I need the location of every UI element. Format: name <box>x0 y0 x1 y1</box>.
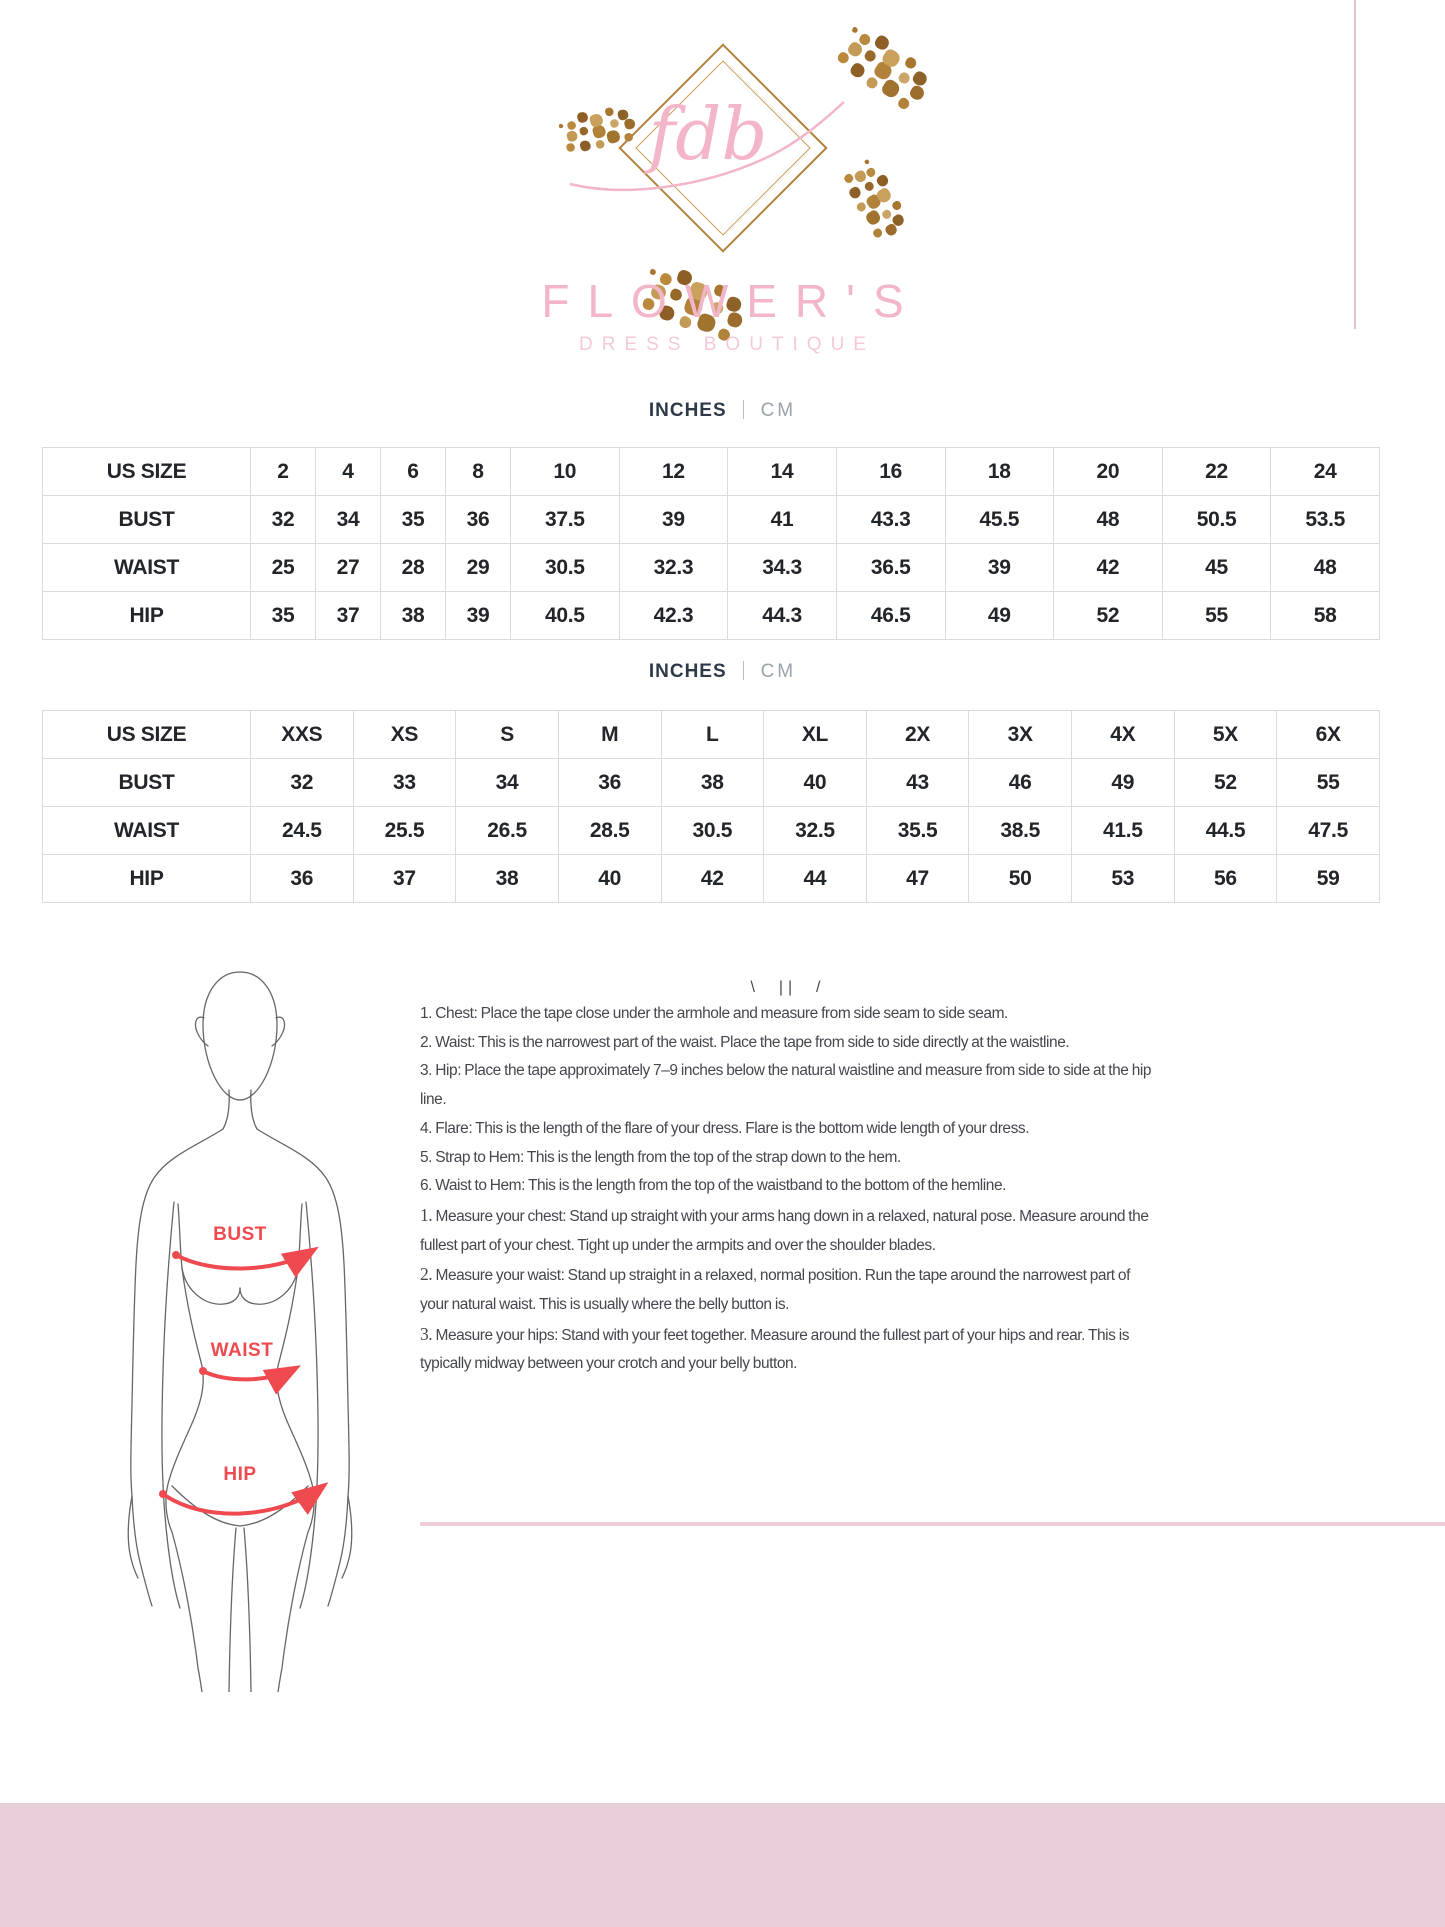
size-table-corner-header: US SIZE <box>43 711 251 759</box>
size-value-cell: 52 <box>1174 759 1277 807</box>
size-value-cell: 34 <box>316 496 381 544</box>
size-table-row <box>43 496 1380 544</box>
size-value-cell: 47 <box>866 855 969 903</box>
instruction-item: 3. Measure your hips: Stand with your feet together. Measure around the fullest part of your hips and rear. This is typically midway between your crotch and your belly button. <box>420 1323 1130 1373</box>
size-value-cell: 41.5 <box>1072 807 1175 855</box>
size-table-row <box>43 855 1380 903</box>
size-value-cell: 29 <box>446 544 511 592</box>
size-value-cell: 32 <box>251 759 354 807</box>
size-value-cell: 50.5 <box>1162 496 1271 544</box>
size-value-cell: 42 <box>1054 544 1163 592</box>
size-value-cell: 50 <box>969 855 1072 903</box>
size-guide-list <box>420 1000 1156 1201</box>
size-value-cell: 33 <box>353 759 456 807</box>
size-value-cell: 34 <box>456 759 559 807</box>
body-measurement-figure <box>118 962 362 1692</box>
size-column-header: XL <box>764 711 867 759</box>
size-value-cell: 44.5 <box>1174 807 1277 855</box>
size-value-cell: 27 <box>316 544 381 592</box>
size-value-cell: 24.5 <box>251 807 354 855</box>
size-value-cell: 55 <box>1277 759 1380 807</box>
size-value-cell: 49 <box>1072 759 1175 807</box>
size-value-cell: 44 <box>764 855 867 903</box>
size-column-header: 6 <box>381 448 446 496</box>
instruction-item: 1. Measure your chest: Stand up straight with your arms hang down in a relaxed, natural pose. Measure around the fullest part of your chest. Tight up under the armpits and over the shoulder blades. <box>420 1204 1149 1254</box>
size-column-header: 8 <box>446 448 511 496</box>
size-value-cell: 38 <box>661 759 764 807</box>
size-value-cell: 32.5 <box>764 807 867 855</box>
size-value-cell: 55 <box>1162 592 1271 640</box>
gold-glitter-decoration <box>851 26 858 33</box>
measurement-row-label: WAIST <box>43 544 251 592</box>
size-value-cell: 36.5 <box>836 544 945 592</box>
measurement-row-label: HIP <box>43 855 251 903</box>
instruction-number: 3. <box>420 1062 433 1080</box>
size-value-cell: 43.3 <box>836 496 945 544</box>
how-to-measure-list <box>420 1201 1156 1379</box>
size-value-cell: 38.5 <box>969 807 1072 855</box>
size-value-cell: 30.5 <box>661 807 764 855</box>
alpha-size-table <box>42 710 1380 903</box>
hip-figure-label: HIP <box>223 1464 257 1485</box>
size-table-header-row <box>43 448 1380 496</box>
size-value-cell: 38 <box>381 592 446 640</box>
size-value-cell: 48 <box>1054 496 1163 544</box>
instruction-number: 5. <box>420 1148 433 1166</box>
waist-figure-label: WAIST <box>210 1340 274 1361</box>
measurement-row-label: BUST <box>43 759 251 807</box>
size-value-cell: 25 <box>251 544 316 592</box>
size-value-cell: 37 <box>316 592 381 640</box>
measurement-instructions <box>420 976 1156 1379</box>
measurement-row-label: BUST <box>43 496 251 544</box>
measurement-row-label: WAIST <box>43 807 251 855</box>
brand-logo <box>603 28 843 268</box>
instruction-number: 3. <box>420 1323 433 1344</box>
size-value-cell: 38 <box>456 855 559 903</box>
size-table-row <box>43 544 1380 592</box>
tape-measure-mark: \ || / <box>750 979 826 996</box>
size-value-cell: 28 <box>381 544 446 592</box>
size-value-cell: 58 <box>1271 592 1380 640</box>
size-value-cell: 36 <box>446 496 511 544</box>
inches-toggle[interactable]: INCHES <box>648 661 727 682</box>
instruction-item: 1. Chest: Place the tape close under the armhole and measure from side seam to side seam. <box>420 1005 1008 1022</box>
instruction-item: 2. Measure your waist: Stand up straight in a relaxed, normal position. Run the tape around the narrowest part of your natural waist. This is usually where the belly button is. <box>420 1264 1130 1314</box>
size-value-cell: 46.5 <box>836 592 945 640</box>
footer-band <box>0 1803 1445 1927</box>
size-column-header: 4X <box>1072 711 1175 759</box>
size-value-cell: 39 <box>945 544 1054 592</box>
size-column-header: 12 <box>619 448 728 496</box>
instruction-item: 2. Waist: This is the narrowest part of the waist. Place the tape from side to side directly at the waistline. <box>420 1033 1070 1051</box>
size-column-header: 18 <box>945 448 1054 496</box>
unit-toggle-divider <box>743 661 744 680</box>
size-value-cell: 40 <box>764 759 867 807</box>
size-value-cell: 36 <box>558 759 661 807</box>
unit-toggle-divider <box>743 400 744 419</box>
size-table-header-row <box>43 711 1380 759</box>
size-value-cell: 35 <box>381 496 446 544</box>
size-column-header: 5X <box>1174 711 1277 759</box>
size-value-cell: 44.3 <box>728 592 837 640</box>
size-column-header: 16 <box>836 448 945 496</box>
brand-monogram-icon <box>558 64 858 224</box>
size-column-header: XXS <box>251 711 354 759</box>
size-column-header: S <box>456 711 559 759</box>
instruction-number: 6. <box>420 1177 433 1195</box>
size-value-cell: 45 <box>1162 544 1271 592</box>
cm-toggle[interactable]: CM <box>760 400 797 421</box>
brand-name: FLOWER'S <box>541 275 922 327</box>
unit-toggle-numeric <box>0 400 1445 422</box>
instruction-item: 5. Strap to Hem: This is the length from the top of the strap down to the hem. <box>420 1148 901 1166</box>
brand-tagline: DRESS BOUTIQUE <box>579 334 875 355</box>
instruction-item: 4. Flare: This is the length of the flare of your dress. Flare is the bottom wide length of your dress. <box>420 1119 1030 1137</box>
size-column-header: 24 <box>1271 448 1380 496</box>
instruction-number: 2. <box>420 1033 433 1051</box>
size-value-cell: 42 <box>661 855 764 903</box>
size-value-cell: 26.5 <box>456 807 559 855</box>
size-table-row <box>43 759 1380 807</box>
size-value-cell: 59 <box>1277 855 1380 903</box>
numeric-size-table <box>42 447 1380 640</box>
size-value-cell: 32 <box>251 496 316 544</box>
size-value-cell: 53 <box>1072 855 1175 903</box>
size-value-cell: 32.3 <box>619 544 728 592</box>
measurement-row-label: HIP <box>43 592 251 640</box>
pink-divider-line <box>420 1522 1445 1526</box>
size-value-cell: 35 <box>251 592 316 640</box>
size-column-header: 2 <box>251 448 316 496</box>
size-value-cell: 52 <box>1054 592 1163 640</box>
size-value-cell: 49 <box>945 592 1054 640</box>
size-column-header: 4 <box>316 448 381 496</box>
bust-figure-label: BUST <box>213 1224 267 1245</box>
size-value-cell: 36 <box>251 855 354 903</box>
size-column-header: 3X <box>969 711 1072 759</box>
size-table-row <box>43 592 1380 640</box>
size-value-cell: 41 <box>728 496 837 544</box>
unit-toggle-alpha <box>0 661 1445 683</box>
cm-toggle[interactable]: CM <box>760 661 797 682</box>
instruction-number: 1. <box>420 1204 433 1225</box>
size-table-row <box>43 807 1380 855</box>
size-value-cell: 42.3 <box>619 592 728 640</box>
size-column-header: 2X <box>866 711 969 759</box>
size-value-cell: 34.3 <box>728 544 837 592</box>
instruction-number: 4. <box>420 1119 433 1137</box>
size-value-cell: 25.5 <box>353 807 456 855</box>
size-column-header: 22 <box>1162 448 1271 496</box>
size-column-header: 20 <box>1054 448 1163 496</box>
inches-toggle[interactable]: INCHES <box>648 400 727 421</box>
size-column-header: M <box>558 711 661 759</box>
brand-monogram-text: fdb <box>648 92 767 176</box>
gold-glitter-decoration <box>863 159 869 165</box>
size-column-header: 6X <box>1277 711 1380 759</box>
size-value-cell: 39 <box>446 592 511 640</box>
size-value-cell: 46 <box>969 759 1072 807</box>
instruction-number: 2. <box>420 1264 433 1285</box>
size-column-header: L <box>661 711 764 759</box>
size-value-cell: 30.5 <box>511 544 620 592</box>
size-value-cell: 35.5 <box>866 807 969 855</box>
instruction-item: 6. Waist to Hem: This is the length from the top of the waistband to the bottom of the hemline. <box>420 1177 1006 1195</box>
size-value-cell: 28.5 <box>558 807 661 855</box>
size-column-header: 14 <box>728 448 837 496</box>
size-value-cell: 37.5 <box>511 496 620 544</box>
size-value-cell: 39 <box>619 496 728 544</box>
size-table-corner-header: US SIZE <box>43 448 251 496</box>
size-value-cell: 53.5 <box>1271 496 1380 544</box>
size-value-cell: 45.5 <box>945 496 1054 544</box>
size-value-cell: 37 <box>353 855 456 903</box>
size-value-cell: 48 <box>1271 544 1380 592</box>
size-value-cell: 47.5 <box>1277 807 1380 855</box>
size-value-cell: 40.5 <box>511 592 620 640</box>
size-value-cell: 43 <box>866 759 969 807</box>
size-column-header: 10 <box>511 448 620 496</box>
instruction-number: 1. <box>420 1005 433 1022</box>
size-value-cell: 56 <box>1174 855 1277 903</box>
size-value-cell: 40 <box>558 855 661 903</box>
instruction-item: 3. Hip: Place the tape approximately 7–9 inches below the natural waistline and measure from side to side at the hip line. <box>420 1062 1152 1109</box>
size-column-header: XS <box>353 711 456 759</box>
